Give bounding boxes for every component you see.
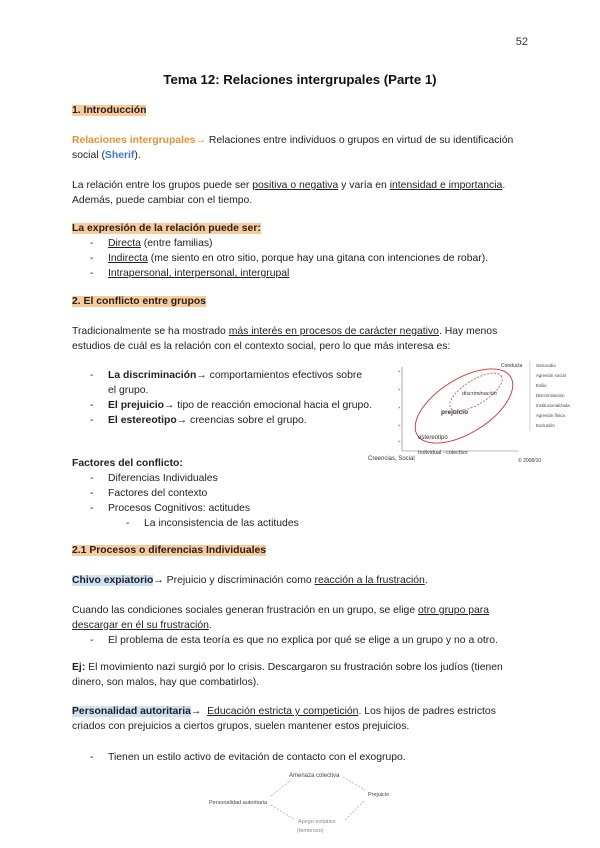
frustration-underline: otro grupo para descargar en él su frustración — [72, 605, 490, 631]
example-label: Ej: — [72, 662, 86, 673]
chivo-paragraph — [72, 573, 532, 588]
list-item: - Tienen un estilo activo de evitación de contacto con el exogrupo. — [72, 750, 532, 765]
list-item — [72, 236, 532, 251]
legend-item: Exilio — [536, 383, 547, 388]
expression-heading: La expresión de la relación puede ser: — [72, 223, 261, 234]
item-arrow: → — [164, 400, 175, 411]
svg-text:×: × — [398, 423, 401, 428]
conflict-paragraph — [72, 324, 532, 354]
conflict-p1-text: Tradicionalmente se ha mostrado — [72, 326, 229, 337]
frustration-paragraph — [72, 603, 532, 648]
expression-list — [72, 236, 532, 281]
legend-item: Agresión social — [536, 373, 566, 378]
svg-text:×: × — [398, 405, 401, 410]
list-item: - El problema de esta teoría es que no explica por qué se elige a un grupo y no a otro. — [72, 633, 532, 648]
personality-list-block — [72, 750, 532, 765]
page-title: Tema 12: Relaciones intergrupales (Parte 1) — [163, 72, 437, 87]
node-bottom-1: Apego evitativo — [298, 819, 336, 825]
conflict-p1-text-b: . Hay menos estudios de cuál es la relación con el contexto social, pero lo que más interesa es: — [72, 326, 498, 352]
def-end: ). — [134, 150, 141, 161]
outer-ellipse — [403, 354, 525, 458]
intro-heading — [72, 103, 532, 118]
chivo-end: . — [424, 575, 428, 586]
section21-heading — [72, 543, 532, 558]
prejuicio-label: prejuicio — [441, 409, 469, 416]
personality-list — [72, 750, 532, 765]
list-item — [72, 413, 372, 428]
section21-heading-text: 2.1 Procesos o diferencias Individuales — [72, 545, 267, 556]
legend-item: Agresión física — [536, 413, 565, 418]
factors-block — [72, 456, 532, 531]
node-left: Personalidad autoritaria — [209, 800, 268, 806]
p2-text-c: . Además, puede cambiar con el tiempo. — [72, 180, 506, 206]
estereotipo-label: estereotipo — [418, 435, 448, 441]
p2-text: La relación entre los grupos puede ser — [72, 180, 253, 191]
item-bold: El estereotipo — [108, 415, 177, 426]
conflict-ellipse-diagram — [368, 357, 570, 465]
personality-arrow: → — [190, 706, 202, 717]
conflict-p1-underline: más interés en procesos de carácter negativo — [228, 326, 439, 337]
list-item — [72, 398, 372, 413]
personality-term: Personalidad autoritaria — [72, 706, 191, 717]
item-underline: Directa — [108, 238, 141, 249]
intro-paragraph — [72, 178, 532, 208]
list-item: - Procesos Cognitivos: actitudes — [72, 501, 532, 516]
svg-text:×: × — [398, 369, 401, 374]
item-text: (me siento en otro sitio, porque hay una gitana con intenciones de robar). — [147, 253, 489, 264]
legend-item: Exclusión — [536, 423, 555, 428]
item-text: tipo de reacción emocional hacia el grupo. — [174, 400, 372, 411]
item-bold: La discriminación — [108, 370, 197, 381]
item-text: creencias sobre el grupo. — [187, 415, 307, 426]
conflict-heading — [72, 294, 532, 309]
node-bottom-2: (temeroso) — [297, 828, 324, 834]
def-text: Relaciones entre individuos o grupos en virtud de su identificación social ( — [72, 135, 514, 161]
page-number: 52 — [515, 36, 528, 48]
svg-text:×: × — [398, 387, 401, 392]
example-text: El movimiento nazi surgió por lo crisis. Descargaron su frustración sobre los judíos (tienen dinero, son malos, hay que combatirlos). — [72, 662, 503, 688]
factors-list — [72, 471, 532, 531]
discriminacion-label: discriminación — [462, 391, 497, 397]
node-right: Prejuicio — [368, 792, 390, 798]
personality-text: . Los hijos de padres estrictos criados con prejuicios a ciertos grupos, suelen mantener estos prejuicios. — [72, 706, 496, 732]
conflict-heading-text: 2. El conflicto entre grupos — [72, 296, 206, 307]
personality-paragraph — [72, 704, 532, 734]
intro-definition — [72, 133, 532, 163]
chivo-arrow: → — [153, 575, 164, 586]
frustration-list — [72, 633, 532, 648]
authoritarian-diagram — [205, 768, 405, 836]
list-subitem: - La inconsistencia de las actitudes — [72, 516, 532, 531]
legend-item: Institucionalizada — [536, 403, 570, 408]
list-item — [72, 251, 532, 266]
axis-label-collective: Individual - colectivo — [418, 450, 468, 456]
personality-underline: Educación estricta y competición — [207, 706, 359, 717]
item-text: (entre familias) — [140, 238, 213, 249]
item-bold: El prejuicio — [108, 400, 165, 411]
p2-underline-2: intensidad e importancia — [389, 180, 503, 191]
list-item: - Factores del contexto — [72, 486, 532, 501]
conflict-list — [72, 368, 372, 428]
p2-underline-1: positiva o negativa — [252, 180, 339, 191]
item-arrow: → — [196, 370, 207, 381]
conflict-list-block — [72, 368, 372, 428]
item-arrow: → — [176, 415, 188, 426]
p2-text-b: y varía en — [338, 180, 390, 191]
item-underline: Intrapersonal, interpersonal, intergrupal — [108, 268, 290, 279]
chivo-underline: reacción a la frustración — [314, 575, 425, 586]
corner-label: © 2008/10 — [518, 458, 542, 464]
list-item — [72, 266, 532, 281]
item-text: comportamientos efectivos sobre el grupo. — [108, 370, 363, 396]
def-arrow: → — [195, 135, 206, 146]
factors-heading: Factores del conflicto: — [72, 458, 183, 469]
axis-label-x: Creencias, Social — [368, 456, 415, 462]
axis-label-top: Conducta — [501, 363, 523, 369]
node-top: Amenaza colectiva — [289, 773, 340, 779]
frustration-end: . — [208, 620, 212, 631]
intro-heading-text: 1. Introducción — [72, 105, 147, 116]
def-term: Relaciones intergrupales — [72, 135, 196, 146]
frustration-text: Cuando las condiciones sociales generan frustración en un grupo, se elige — [72, 605, 418, 616]
def-author: Sherif — [104, 150, 135, 161]
list-item — [72, 368, 372, 398]
item-underline: Indirecta — [108, 253, 148, 264]
legend-item: Discriminación — [536, 393, 565, 398]
legend-item: Genocidio — [536, 363, 556, 368]
list-item: - Diferencias Individuales — [72, 471, 532, 486]
svg-text:×: × — [398, 439, 401, 444]
chivo-term: Chivo expiatorio — [72, 575, 154, 586]
chivo-text: Prejuicio y discriminación como — [163, 575, 315, 586]
expression-block — [72, 221, 532, 281]
example-paragraph — [72, 660, 532, 690]
